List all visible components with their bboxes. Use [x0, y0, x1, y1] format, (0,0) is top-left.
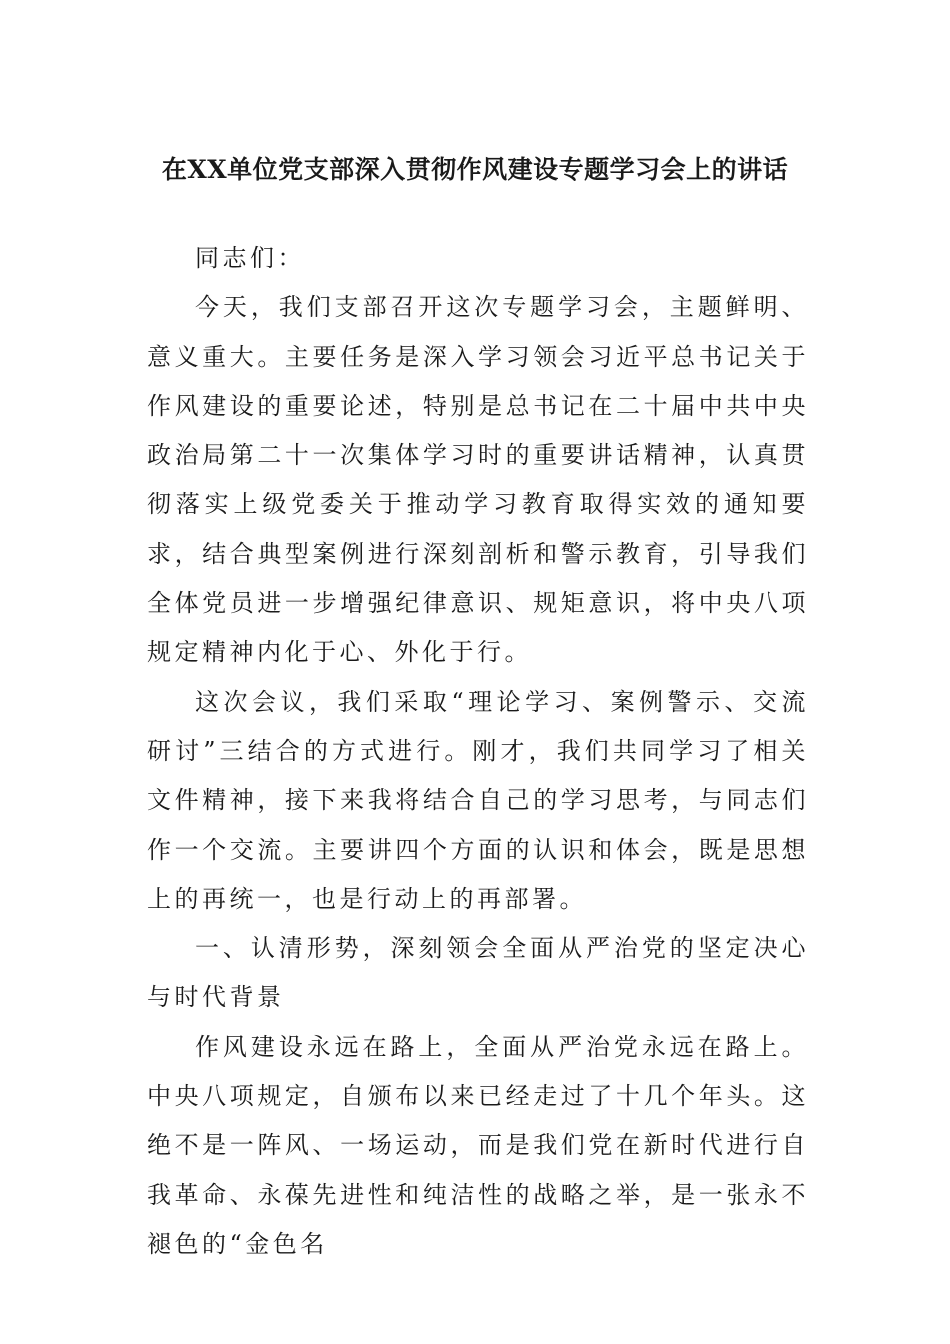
document-body [147, 234, 809, 1269]
intro-paragraph: 今天，我们支部召开这次专题学习会，主题鲜明、意义重大。主要任务是深入学习领会习近平总书记关于作风建设的重要论述，特别是总书记在二十届中共中央政治局第二十一次集体学习时的重要讲话精神，认真贯彻落实上级党委关于推动学习教育取得实效的通知要求，结合典型案例进行深刻剖析和警示教育，引导我们全体党员进一步增强纪律意识、规矩意识，将中央八项规定精神内化于心、外化于行。 [147, 293, 809, 667]
meeting-format-paragraph: 这次会议，我们采取“理论学习、案例警示、交流研讨”三结合的方式进行。刚才，我们共同学习了相关文件精神，接下来我将结合自己的学习思考，与同志们作一个交流。主要讲四个方面的认识和体会，既是思想上的再统一，也是行动上的再部署。 [147, 687, 809, 913]
document-title: 在XX单位党支部深入贯彻作风建设专题学习会上的讲话 [161, 155, 789, 184]
section-heading-one: 一、认清形势，深刻领会全面从严治党的坚定决心与时代背景 [147, 934, 809, 1012]
section-one-paragraph: 作风建设永远在路上，全面从严治党永远在路上。中央八项规定，自颁布以来已经走过了十几个年头。这绝不是一阵风、一场运动，而是我们党在新时代进行自我革命、永葆先进性和纯洁性的战略之举，是一张永不褪色的“金色名 [147, 1032, 809, 1258]
salutation-paragraph: 同志们： [195, 244, 305, 272]
